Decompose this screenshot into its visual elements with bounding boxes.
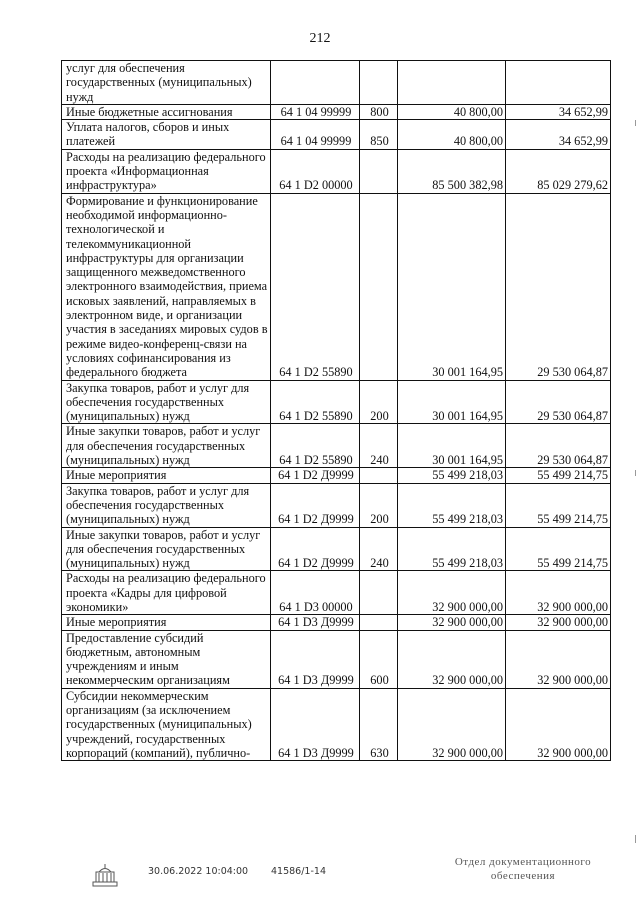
- footer-doc-number: 41586/1-14: [271, 866, 326, 877]
- row-code: 64 1 D2 00000: [271, 149, 360, 193]
- table-row: [62, 193, 611, 380]
- table-row: [62, 424, 611, 468]
- table-row: [62, 61, 611, 105]
- row-amount-1: 30 001 164,95: [398, 193, 506, 380]
- table-row: [62, 571, 611, 615]
- row-amount-2: 32 900 000,00: [506, 688, 611, 760]
- row-code: 64 1 D2 Д9999: [271, 483, 360, 527]
- row-code: 64 1 D3 Д9999: [271, 615, 360, 630]
- row-code: 64 1 D3 Д9999: [271, 688, 360, 760]
- row-amount-2: 29 530 064,87: [506, 193, 611, 380]
- row-name: Иные мероприятия: [62, 615, 271, 630]
- row-name: Иные закупки товаров, работ и услуг для обеспечения государственных (муниципальных) нужд: [62, 424, 271, 468]
- budget-table: [61, 60, 611, 761]
- row-expense-type: 200: [360, 483, 398, 527]
- footer-datetime: 30.06.2022 10:04:00: [148, 866, 249, 877]
- row-amount-2: 29 530 064,87: [506, 380, 611, 424]
- row-name: Уплата налогов, сборов и иных платежей: [62, 120, 271, 150]
- row-code: 64 1 D2 55890: [271, 380, 360, 424]
- table-row: [62, 468, 611, 483]
- row-code: 64 1 D2 55890: [271, 424, 360, 468]
- row-expense-type: 800: [360, 104, 398, 119]
- row-name: услуг для обеспечения государственных (муниципальных) нужд: [62, 61, 271, 105]
- row-expense-type: [360, 193, 398, 380]
- row-amount-1: [398, 61, 506, 105]
- row-amount-2: 32 900 000,00: [506, 615, 611, 630]
- row-amount-2: 55 499 214,75: [506, 483, 611, 527]
- row-expense-type: [360, 61, 398, 105]
- edge-mark: [635, 120, 636, 126]
- row-name: Иные закупки товаров, работ и услуг для обеспечения государственных (муниципальных) нужд: [62, 527, 271, 571]
- table-row: [62, 120, 611, 150]
- row-expense-type: 630: [360, 688, 398, 760]
- row-expense-type: 850: [360, 120, 398, 150]
- row-amount-1: 40 800,00: [398, 120, 506, 150]
- table-row: [62, 104, 611, 119]
- row-amount-2: [506, 61, 611, 105]
- row-code: 64 1 04 99999: [271, 104, 360, 119]
- row-name: Иные мероприятия: [62, 468, 271, 483]
- table-row: [62, 380, 611, 424]
- row-code: 64 1 D3 00000: [271, 571, 360, 615]
- row-amount-2: 55 499 214,75: [506, 468, 611, 483]
- row-amount-2: 34 652,99: [506, 120, 611, 150]
- page-number: 212: [309, 31, 331, 46]
- row-expense-type: [360, 571, 398, 615]
- table-row: [62, 688, 611, 760]
- edge-mark: [635, 835, 636, 843]
- row-code: 64 1 D2 55890: [271, 193, 360, 380]
- row-name: Иные бюджетные ассигнования: [62, 104, 271, 119]
- row-amount-1: 32 900 000,00: [398, 615, 506, 630]
- row-amount-1: 32 900 000,00: [398, 571, 506, 615]
- table-row: [62, 630, 611, 688]
- row-code: [271, 61, 360, 105]
- row-name: Расходы на реализацию федерального проекта «Информационная инфраструктура»: [62, 149, 271, 193]
- building-stamp-icon: [90, 862, 120, 890]
- table-row: [62, 149, 611, 193]
- row-expense-type: [360, 149, 398, 193]
- row-code: 64 1 D2 Д9999: [271, 527, 360, 571]
- row-amount-1: 55 499 218,03: [398, 483, 506, 527]
- row-code: 64 1 D2 Д9999: [271, 468, 360, 483]
- row-amount-2: 34 652,99: [506, 104, 611, 119]
- row-expense-type: [360, 615, 398, 630]
- row-name: Расходы на реализацию федерального проекта «Кадры для цифровой экономики»: [62, 571, 271, 615]
- row-amount-2: 32 900 000,00: [506, 571, 611, 615]
- row-expense-type: 240: [360, 424, 398, 468]
- row-amount-1: 32 900 000,00: [398, 688, 506, 760]
- row-name: Субсидии некоммерческим организациям (за исключением государственных (муниципальных) учреждений, государственных корпораций (компаний), публично-: [62, 688, 271, 760]
- row-expense-type: [360, 468, 398, 483]
- row-amount-1: 85 500 382,98: [398, 149, 506, 193]
- edge-mark: [635, 470, 636, 476]
- row-code: 64 1 04 99999: [271, 120, 360, 150]
- row-name: Закупка товаров, работ и услуг для обеспечения государственных (муниципальных) нужд: [62, 483, 271, 527]
- row-amount-1: 40 800,00: [398, 104, 506, 119]
- row-amount-2: 55 499 214,75: [506, 527, 611, 571]
- row-amount-1: 30 001 164,95: [398, 424, 506, 468]
- row-amount-2: 85 029 279,62: [506, 149, 611, 193]
- row-name: Закупка товаров, работ и услуг для обеспечения государственных (муниципальных) нужд: [62, 380, 271, 424]
- footer-department: Отдел документационного обеспечения: [454, 856, 592, 882]
- row-amount-1: 55 499 218,03: [398, 527, 506, 571]
- row-expense-type: 200: [360, 380, 398, 424]
- table-row: [62, 483, 611, 527]
- row-amount-2: 29 530 064,87: [506, 424, 611, 468]
- row-expense-type: 600: [360, 630, 398, 688]
- row-name: Предоставление субсидий бюджетным, автономным учреждениям и иным некоммерческим организациям: [62, 630, 271, 688]
- row-amount-1: 30 001 164,95: [398, 380, 506, 424]
- table-row: [62, 615, 611, 630]
- row-amount-1: 55 499 218,03: [398, 468, 506, 483]
- row-name: Формирование и функционирование необходимой информационно-технологической и телекоммуникационной инфраструктуры для организации защищенного межведомственного электронного взаимодействия, приема исковых заявлений, направляемых в электронном виде, и организации участия в заседаниях мировых судов в режиме видео-конференц-связи на условиях софинансирования из федерального бюджета: [62, 193, 271, 380]
- budget-table-body: [62, 61, 611, 761]
- row-amount-2: 32 900 000,00: [506, 630, 611, 688]
- table-row: [62, 527, 611, 571]
- row-code: 64 1 D3 Д9999: [271, 630, 360, 688]
- row-amount-1: 32 900 000,00: [398, 630, 506, 688]
- row-expense-type: 240: [360, 527, 398, 571]
